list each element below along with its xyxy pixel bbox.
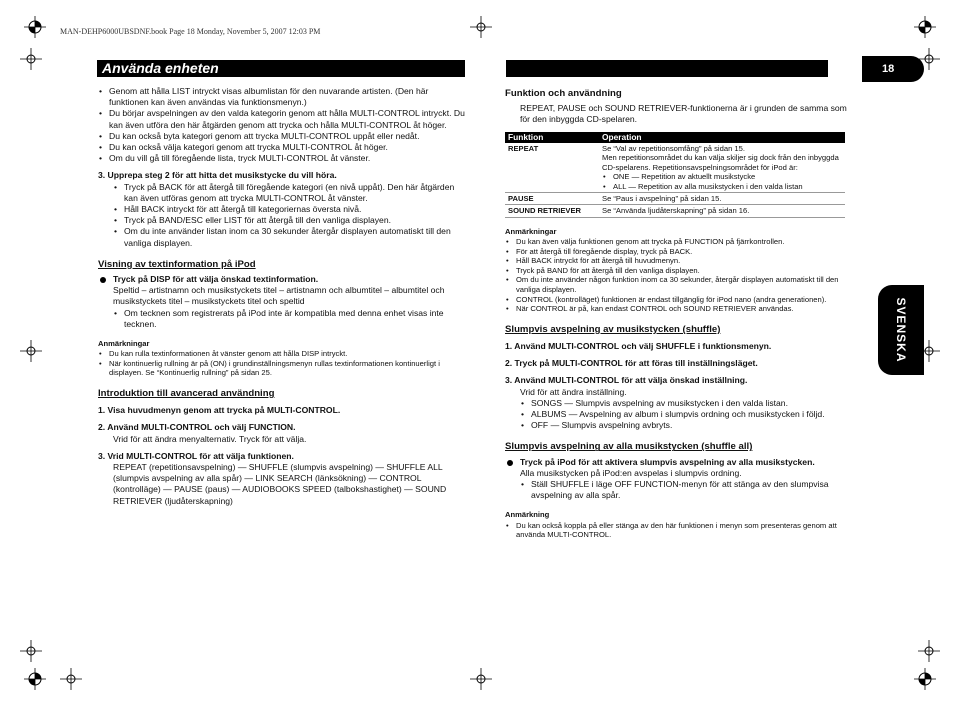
advanced-step-3: 3. Vrid MULTI-CONTROL för att välja funktionen. xyxy=(98,450,294,461)
note-item: • Tryck på BAND för att återgå till den vanliga displayen. xyxy=(505,266,855,276)
language-tab xyxy=(878,285,924,375)
text-info-action: Tryck på DISP för att välja önskad textinformation. xyxy=(98,274,468,285)
notes-list xyxy=(505,237,855,314)
note-item: • För att återgå till föregående display, tryck på BACK. xyxy=(505,247,855,257)
note-item: • Du kan rulla textinformationen åt vänster genom att hålla DISP intryckt. xyxy=(98,349,468,359)
step-3-bullets xyxy=(98,182,468,249)
list-item: • ALBUMS — Avspelning av album i slumpvis ordning och musikstycken i följd. xyxy=(520,409,855,420)
shuffle-step-3-sub: Vrid för att ändra inställning. xyxy=(520,386,627,397)
step-3-heading: 3. Upprepa steg 2 för att hitta det musikstycke du vill höra. xyxy=(98,170,337,181)
table-cell: Se “Paus i avspelning” på sidan 15. xyxy=(599,193,845,205)
table-cell: REPEAT xyxy=(505,143,599,193)
notes-list xyxy=(98,349,468,378)
crosshair-icon xyxy=(20,340,42,362)
text-info-description: Speltid – artistnamn och musikstyckets titel – artistnamn och albumtitel – albumtitel och musikstyckets titel – musikstyckets titel och speltid xyxy=(113,285,445,307)
shuffle-all-heading: Slumpvis avspelning av alla musikstycken (shuffle all) xyxy=(505,441,753,453)
header-bar xyxy=(506,60,828,77)
note-item: • Håll BACK intryckt för att återgå till huvudmenyn. xyxy=(505,256,855,266)
list-item: • Ställ SHUFFLE i läge OFF FUNCTION-menyn för att stänga av den slumpvisa avspelning av alla spår. xyxy=(520,479,855,501)
list-item: • Genom att hålla LIST intryckt visas albumlistan för den nuvarande artisten. (Den här funktionen kan även användas via funktionsmenyn.) xyxy=(98,86,468,108)
advanced-step-1: 1. Visa huvudmenyn genom att trycka på MULTI-CONTROL. xyxy=(98,405,341,416)
list-item: • ONE — Repetition av aktuellt musikstycke xyxy=(602,172,842,181)
list-item: • Du kan också byta kategori genom att trycka MULTI-CONTROL uppåt eller nedåt. xyxy=(98,131,468,142)
advanced-step-2-sub: Vrid för att ändra menyalternativ. Tryck för att välja. xyxy=(113,433,307,444)
advanced-heading: Introduktion till avancerad användning xyxy=(98,388,275,400)
registration-mark-icon xyxy=(24,16,46,38)
note-item: • När kontinuerlig rullning är på (ON) i grundinställningsmenyn rullas textinformationen kontinuerligt i displayen. Se “Kontinuerlig rullning” på sidan 25. xyxy=(98,359,468,378)
table-row xyxy=(505,193,845,205)
crosshair-icon xyxy=(470,16,492,38)
registration-mark-icon xyxy=(914,16,936,38)
table-cell: Se “Använda ljudåterskapning” på sidan 16. xyxy=(599,205,845,217)
intro-bullets xyxy=(98,86,468,164)
right-column xyxy=(505,88,855,540)
table-row xyxy=(505,205,845,217)
registration-mark-icon xyxy=(24,668,46,690)
list-item: • Om du inte använder listan inom ca 30 sekunder återgår displayen automatiskt till den vanliga displayen. xyxy=(113,226,468,248)
table-row xyxy=(505,143,845,193)
page-number: 18 xyxy=(862,56,924,82)
list-item: • ALL — Repetition av alla musikstycken i den valda listan xyxy=(602,182,842,191)
list-item: • OFF — Slumpvis avspelning avbryts. xyxy=(520,420,855,431)
repeat-options xyxy=(602,172,842,191)
crosshair-icon xyxy=(918,640,940,662)
list-item: • Om tecknen som registrerats på iPod inte är kompatibla med denna enhet visas inte tecknen. xyxy=(113,308,468,330)
shuffle-step-1: 1. Använd MULTI-CONTROL och välj SHUFFLE i funktionsmenyn. xyxy=(505,341,772,352)
shuffle-all-bullets xyxy=(505,479,855,501)
function-heading: Funktion och användning xyxy=(505,88,622,99)
shuffle-all-action: Tryck på iPod för att aktivera slumpvis avspelning av alla musikstycken. xyxy=(505,457,855,468)
notes-heading: Anmärkning xyxy=(505,510,550,520)
notes-heading: Anmärkningar xyxy=(505,226,557,236)
shuffle-step-2: 2. Tryck på MULTI-CONTROL för att föras till inställningsläget. xyxy=(505,358,758,369)
note-item: • När CONTROL är på, kan endast CONTROL och SOUND RETRIEVER användas. xyxy=(505,304,855,314)
shuffle-heading: Slumpvis avspelning av musikstycken (shuffle) xyxy=(505,323,721,335)
left-column xyxy=(98,86,468,507)
advanced-step-2: 2. Använd MULTI-CONTROL och välj FUNCTION. xyxy=(98,422,296,433)
operation-extra: Men repetitionsområdet du kan välja skiljer sig dock från den inbyggda CD-spelarens. Repetitionsavspelningsområdet för iPod är: xyxy=(602,153,839,172)
text-info-bullets xyxy=(98,308,468,330)
function-table xyxy=(505,132,845,218)
notes-heading: Anmärkningar xyxy=(98,339,150,349)
advanced-step-3-sub: REPEAT (repetitionsavspelning) — SHUFFLE (slumpvis avspelning) — SHUFFLE ALL (slumpvis avspelning av alla spår) — LINK SEARCH (länksökning) — CONTROL (kontrolläge) — PAUSE (paus) — AUDIOBOOKS SPEED (talbokshastighet) — SOUND RETRIEVER (ljudåterskapning) xyxy=(113,462,447,506)
list-item: • Om du vill gå till föregående lista, tryck MULTI-CONTROL åt vänster. xyxy=(98,153,468,164)
shuffle-step-3: 3. Använd MULTI-CONTROL för att välja önskad inställning. xyxy=(505,375,748,386)
crosshair-icon xyxy=(60,668,82,690)
table-cell: PAUSE xyxy=(505,193,599,205)
table-cell: SOUND RETRIEVER xyxy=(505,205,599,217)
shuffle-all-sub: Alla musikstycken på iPod:en avspelas i slumpvis ordning. xyxy=(520,467,742,478)
text-info-heading: Visning av textinformation på iPod xyxy=(98,258,256,270)
table-header-function: Funktion xyxy=(505,132,599,143)
list-item: • SONGS — Slumpvis avspelning av musikstycken i den valda listan. xyxy=(520,398,855,409)
list-item: • Håll BACK intryckt för att återgå till kategoriernas översta nivå. xyxy=(113,204,468,215)
note-item: • CONTROL (kontrolläget) funktionen är endast tillgänglig för iPod nano (andra generationen). xyxy=(505,295,855,305)
note-item: • Om du inte använder någon funktion inom ca 30 sekunder, återgår displayen automatiskt till den vanliga displayen. xyxy=(505,275,855,294)
section-title: Använda enheten xyxy=(97,60,465,77)
crosshair-icon xyxy=(20,640,42,662)
shuffle-options xyxy=(505,398,855,432)
table-cell xyxy=(599,143,845,193)
language-tab-label: SVENSKA xyxy=(894,297,908,363)
list-item: • Du kan också välja kategori genom att trycka MULTI-CONTROL åt höger. xyxy=(98,142,468,153)
list-item: • Tryck på BACK för att återgå till föregående kategori (en nivå uppåt). Den här åtgärden kan även utföras genom att trycka MULTI-CONTROL åt vänster. xyxy=(113,182,468,204)
crosshair-icon xyxy=(20,48,42,70)
note-item: • Du kan även välja funktionen genom att trycka på FUNCTION på fjärrkontrollen. xyxy=(505,237,855,247)
operation-text: Se “Val av repetitionsomfång” på sidan 15. xyxy=(602,144,745,154)
registration-mark-icon xyxy=(914,668,936,690)
note-item: • Du kan också koppla på eller stänga av den här funktionen i menyn som presenteras genom att använda MULTI-CONTROL. xyxy=(505,521,855,540)
function-intro: REPEAT, PAUSE och SOUND RETRIEVER-funktionerna är i grunden de samma som för den inbyggda CD-spelaren. xyxy=(520,103,847,125)
file-info: MAN-DEHP6000UBSDNF.book Page 18 Monday, November 5, 2007 12:03 PM xyxy=(60,27,321,36)
crosshair-icon xyxy=(470,668,492,690)
list-item: • Tryck på BAND/ESC eller LIST för att återgå till den vanliga displayen. xyxy=(113,215,468,226)
table-header-operation: Operation xyxy=(599,132,845,143)
notes-list xyxy=(505,521,855,540)
list-item: • Du börjar avspelningen av den valda kategorin genom att hålla MULTI-CONTROL intryckt. Du kan även utföra den här åtgärden genom att trycka och hålla MULTI-CONTROL åt höger. xyxy=(98,108,468,130)
